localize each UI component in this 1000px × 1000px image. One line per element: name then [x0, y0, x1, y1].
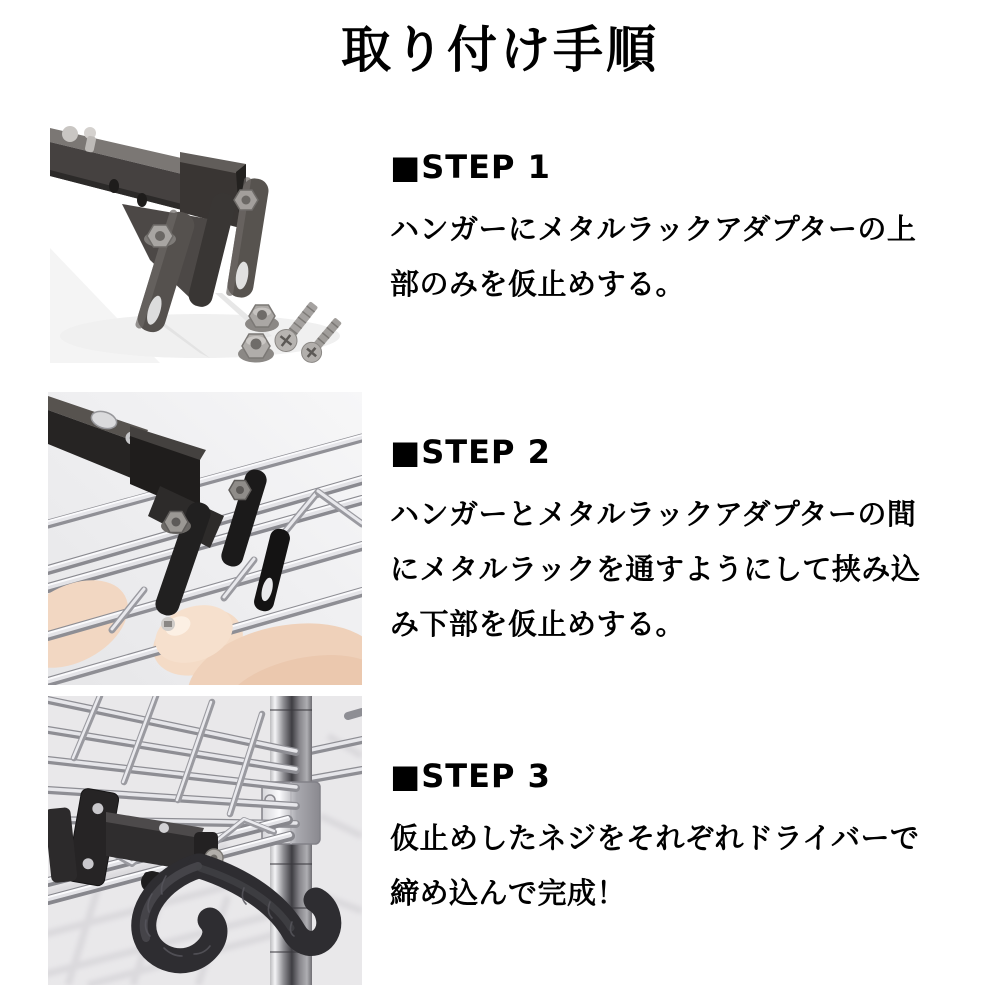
step-2-body-line: にメタルラックを通すようにして挟み込 — [390, 552, 921, 587]
hex-bolt — [229, 481, 251, 500]
step-2-body-line: ハンガーとメタルラックアダプターの間 — [390, 497, 917, 532]
step-2-photo — [48, 392, 362, 685]
step-1-illustration — [50, 108, 350, 363]
step-1-body-line: ハンガーにメタルラックアダプターの上 — [390, 212, 917, 247]
page-title: 取り付け手順 — [341, 21, 659, 79]
step-3-body-line: 仮止めしたネジをそれぞれドライバーで — [390, 821, 920, 856]
step-3-photo — [48, 696, 362, 985]
step-3-body-line: 締め込んで完成！ — [390, 876, 627, 911]
step-1-text — [390, 148, 990, 312]
step-2-illustration — [48, 392, 362, 685]
hex-bolt — [234, 190, 258, 210]
step-3-illustration — [48, 696, 362, 985]
step-2-heading: ■STEP 2 — [390, 433, 551, 471]
step-2-text — [390, 433, 990, 652]
step-3-heading: ■STEP 3 — [390, 757, 551, 795]
step-1-heading: ■STEP 1 — [390, 148, 551, 186]
step-2-body-line: み下部を仮止めする。 — [390, 607, 686, 642]
step-1-photo — [50, 108, 350, 363]
step-3-text — [390, 757, 990, 921]
step-1-body-line: 部のみを仮止めする。 — [390, 267, 686, 302]
